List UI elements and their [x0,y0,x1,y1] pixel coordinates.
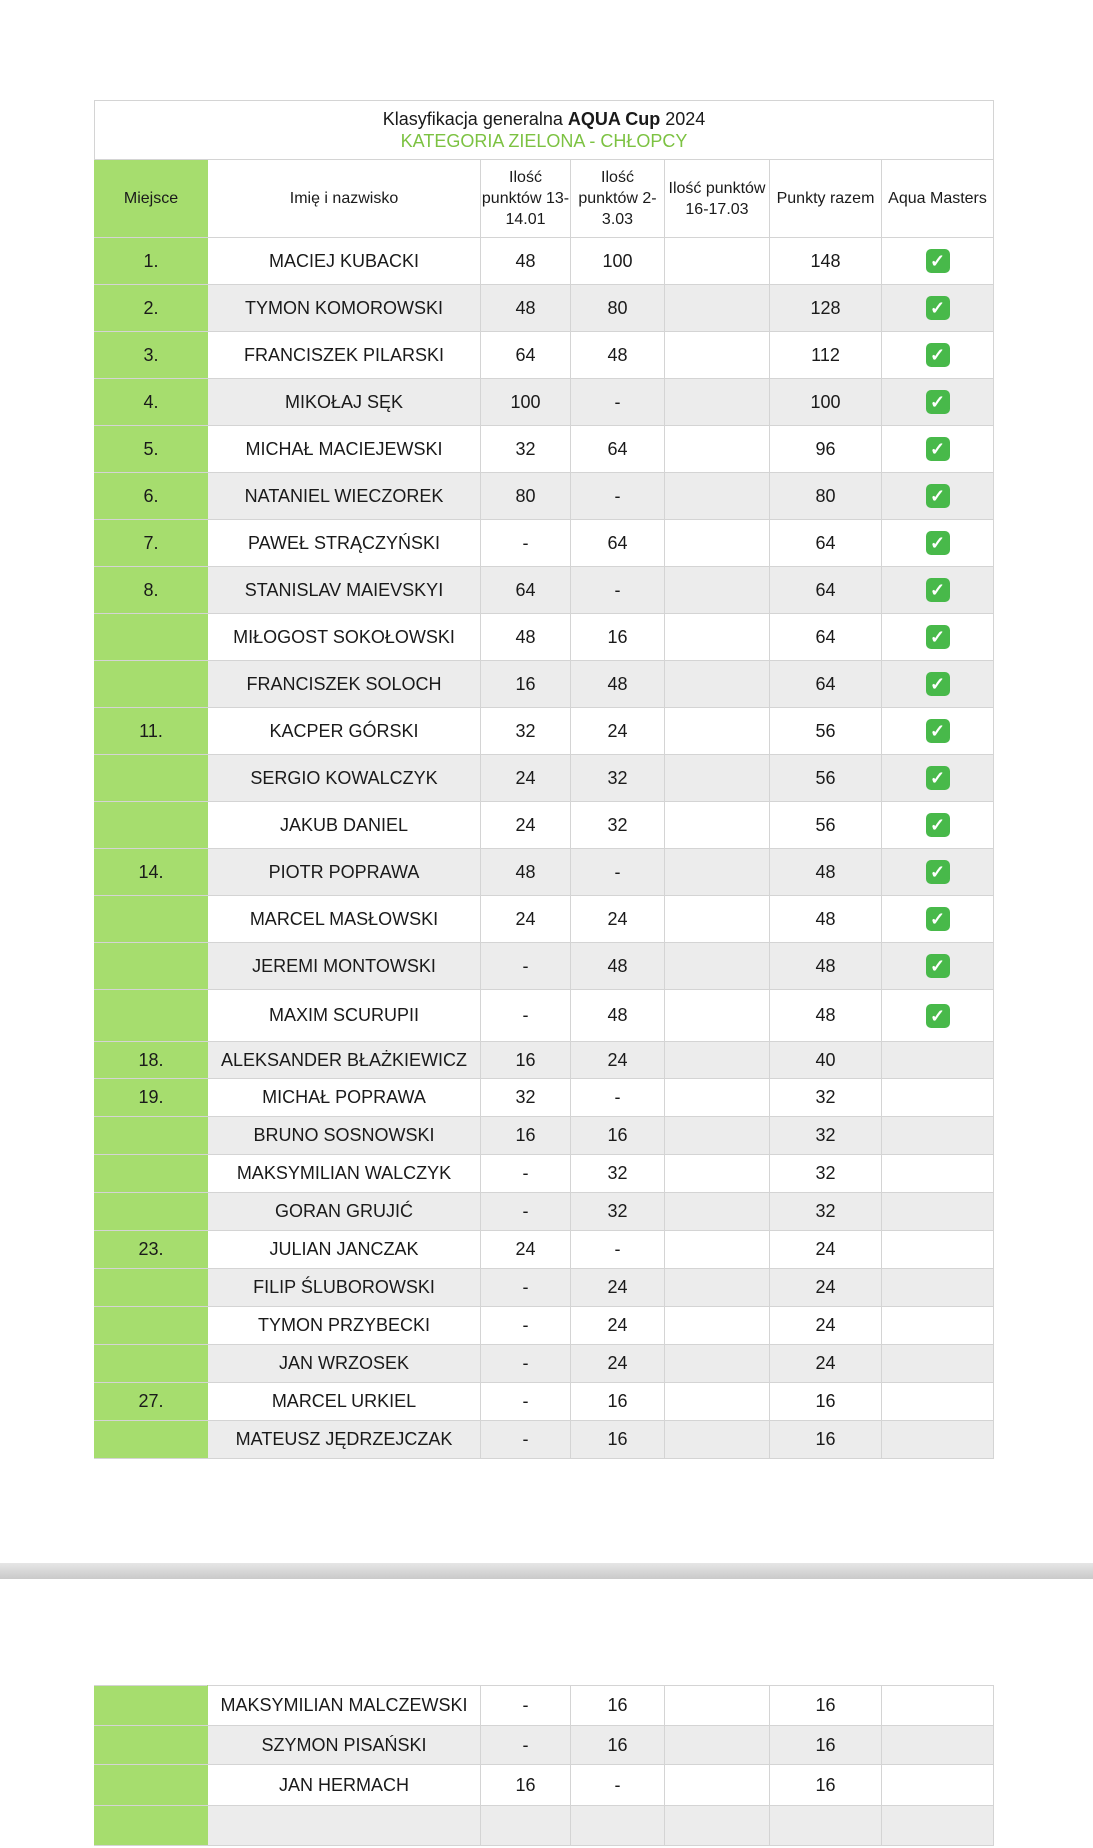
points-1-cell: 48 [481,849,571,896]
table-row [95,1726,994,1765]
name-cell: MICHAŁ POPRAWA [208,1079,481,1117]
points-2-cell: 64 [571,426,665,473]
check-mark-button-icon: ✓ [926,672,950,696]
aqua-masters-cell [882,1307,994,1345]
aqua-masters-cell [882,1765,994,1806]
place-cell [95,990,208,1042]
aqua-masters-cell [882,1269,994,1307]
aqua-masters-cell [882,426,994,473]
aqua-masters-cell [882,1193,994,1231]
name-cell: MAKSYMILIAN MALCZEWSKI [208,1686,481,1726]
points-1-cell: - [481,1307,571,1345]
points-2-cell: 32 [571,1155,665,1193]
points-2-cell: 24 [571,1042,665,1079]
aqua-masters-cell [882,238,994,285]
table-row [95,661,994,708]
place-cell: 19. [95,1079,208,1117]
points-2-cell [571,1806,665,1846]
points-1-cell: 48 [481,285,571,332]
points-3-cell [665,426,770,473]
check-mark-button-icon: ✓ [926,296,950,320]
table-row [95,285,994,332]
total-cell: 148 [770,238,882,285]
total-cell: 48 [770,849,882,896]
check-mark-button-icon: ✓ [926,954,950,978]
total-cell [770,1806,882,1846]
points-3-cell [665,990,770,1042]
aqua-masters-cell [882,896,994,943]
name-cell: JAN HERMACH [208,1765,481,1806]
aqua-masters-cell [882,1117,994,1155]
points-1-cell: - [481,1686,571,1726]
points-2-cell: 100 [571,238,665,285]
points-1-cell [481,1806,571,1846]
check-mark-button-icon: ✓ [926,343,950,367]
points-1-cell: 24 [481,755,571,802]
place-cell [95,1421,208,1459]
place-cell: 3. [95,332,208,379]
points-2-cell: 24 [571,1307,665,1345]
aqua-masters-cell [882,379,994,426]
table-row [95,1231,994,1269]
points-1-cell: - [481,1383,571,1421]
aqua-masters-cell [882,332,994,379]
aqua-masters-cell [882,520,994,567]
points-3-cell [665,473,770,520]
standings-sheet [94,100,993,1459]
aqua-masters-cell [882,1806,994,1846]
points-3-cell [665,896,770,943]
standings-table-continued [94,1685,994,1846]
points-2-cell: 24 [571,1345,665,1383]
check-mark-button-icon: ✓ [926,390,950,414]
points-1-cell: 24 [481,1231,571,1269]
points-1-cell: 24 [481,802,571,849]
total-cell: 48 [770,943,882,990]
aqua-masters-cell [882,1345,994,1383]
points-1-cell: - [481,1269,571,1307]
header-total: Punkty razem [770,160,882,238]
name-cell: STANISLAV MAIEVSKYI [208,567,481,614]
table-row [95,943,994,990]
place-cell: 8. [95,567,208,614]
total-cell: 40 [770,1042,882,1079]
place-cell [95,1193,208,1231]
name-cell: TYMON PRZYBECKI [208,1307,481,1345]
points-1-cell: 32 [481,1079,571,1117]
name-cell: FRANCISZEK SOLOCH [208,661,481,708]
points-1-cell: 16 [481,1765,571,1806]
place-cell [95,1726,208,1765]
check-mark-button-icon: ✓ [926,860,950,884]
check-mark-button-icon: ✓ [926,249,950,273]
points-2-cell: 32 [571,755,665,802]
header-place: Miejsce [95,160,208,238]
total-cell: 16 [770,1686,882,1726]
place-cell: 27. [95,1383,208,1421]
table-row [95,1042,994,1079]
aqua-masters-cell [882,1383,994,1421]
header-row [95,160,994,238]
name-cell: MARCEL MASŁOWSKI [208,896,481,943]
points-1-cell: - [481,520,571,567]
place-cell [95,614,208,661]
points-2-cell: 32 [571,1193,665,1231]
points-3-cell [665,1421,770,1459]
points-2-cell: 32 [571,802,665,849]
total-cell: 32 [770,1155,882,1193]
table-row [95,1765,994,1806]
points-3-cell [665,1765,770,1806]
total-cell: 48 [770,896,882,943]
points-3-cell [665,614,770,661]
total-cell: 56 [770,708,882,755]
aqua-masters-cell [882,755,994,802]
total-cell: 16 [770,1383,882,1421]
table-row [95,1806,994,1846]
points-3-cell [665,1307,770,1345]
aqua-masters-cell [882,1726,994,1765]
table-row [95,1421,994,1459]
name-cell: MARCEL URKIEL [208,1383,481,1421]
total-cell: 64 [770,567,882,614]
points-1-cell: 32 [481,708,571,755]
total-cell: 64 [770,661,882,708]
total-cell: 64 [770,520,882,567]
aqua-masters-cell [882,1421,994,1459]
points-3-cell [665,849,770,896]
points-2-cell: - [571,473,665,520]
points-3-cell [665,567,770,614]
points-2-cell: 80 [571,285,665,332]
name-cell: SERGIO KOWALCZYK [208,755,481,802]
table-row [95,1269,994,1307]
total-cell: 16 [770,1421,882,1459]
name-cell: SZYMON PISAŃSKI [208,1726,481,1765]
points-1-cell: 64 [481,567,571,614]
points-3-cell [665,708,770,755]
aqua-masters-cell [882,708,994,755]
points-1-cell: 24 [481,896,571,943]
name-cell: MICHAŁ MACIEJEWSKI [208,426,481,473]
points-3-cell [665,1345,770,1383]
points-2-cell: 48 [571,943,665,990]
points-3-cell [665,1726,770,1765]
points-3-cell [665,1155,770,1193]
total-cell: 48 [770,990,882,1042]
check-mark-button-icon: ✓ [926,766,950,790]
place-cell [95,1155,208,1193]
total-cell: 24 [770,1345,882,1383]
points-1-cell: 48 [481,614,571,661]
points-3-cell [665,755,770,802]
total-cell: 32 [770,1117,882,1155]
aqua-masters-cell [882,1079,994,1117]
points-1-cell: 32 [481,426,571,473]
total-cell: 128 [770,285,882,332]
place-cell [95,755,208,802]
points-2-cell: - [571,1765,665,1806]
points-2-cell: - [571,849,665,896]
place-cell: 2. [95,285,208,332]
header-points-3: Ilość punktów 16-17.03 [665,160,770,238]
points-1-cell: - [481,1193,571,1231]
total-cell: 112 [770,332,882,379]
table-row [95,567,994,614]
place-cell [95,661,208,708]
aqua-masters-cell [882,567,994,614]
header-points-2: Ilość punktów 2-3.03 [571,160,665,238]
place-cell: 4. [95,379,208,426]
points-3-cell [665,285,770,332]
place-cell: 18. [95,1042,208,1079]
total-cell: 32 [770,1193,882,1231]
points-1-cell: - [481,1726,571,1765]
check-mark-button-icon: ✓ [926,907,950,931]
points-2-cell: 64 [571,520,665,567]
aqua-masters-cell [882,1042,994,1079]
table-row [95,1155,994,1193]
total-cell: 80 [770,473,882,520]
points-2-cell: 16 [571,1117,665,1155]
total-cell: 56 [770,802,882,849]
name-cell: JEREMI MONTOWSKI [208,943,481,990]
points-3-cell [665,1269,770,1307]
place-cell [95,1117,208,1155]
points-2-cell: - [571,379,665,426]
name-cell: BRUNO SOSNOWSKI [208,1117,481,1155]
points-2-cell: 48 [571,990,665,1042]
place-cell [95,1686,208,1726]
points-3-cell [665,1042,770,1079]
total-cell: 64 [770,614,882,661]
title-line [95,108,993,130]
table-row [95,708,994,755]
aqua-masters-cell [882,1686,994,1726]
check-mark-button-icon: ✓ [926,813,950,837]
points-3-cell [665,1117,770,1155]
check-mark-button-icon: ✓ [926,719,950,743]
table-row [95,332,994,379]
table-row [95,1686,994,1726]
points-2-cell: 48 [571,661,665,708]
aqua-masters-cell [882,849,994,896]
points-1-cell: - [481,1155,571,1193]
check-mark-button-icon: ✓ [926,578,950,602]
points-1-cell: 80 [481,473,571,520]
points-2-cell: 16 [571,1421,665,1459]
name-cell: MIŁOGOST SOKOŁOWSKI [208,614,481,661]
check-mark-button-icon: ✓ [926,625,950,649]
total-cell: 100 [770,379,882,426]
table-row [95,755,994,802]
points-2-cell: 16 [571,614,665,661]
place-cell [95,802,208,849]
place-cell: 23. [95,1231,208,1269]
total-cell: 24 [770,1307,882,1345]
name-cell: JULIAN JANCZAK [208,1231,481,1269]
table-row [95,802,994,849]
points-2-cell: 16 [571,1383,665,1421]
points-2-cell: 24 [571,896,665,943]
name-cell: ALEKSANDER BŁAŻKIEWICZ [208,1042,481,1079]
check-mark-button-icon: ✓ [926,1004,950,1028]
aqua-masters-cell [882,614,994,661]
total-cell: 16 [770,1765,882,1806]
name-cell: TYMON KOMOROWSKI [208,285,481,332]
name-cell: JAKUB DANIEL [208,802,481,849]
header-name: Imię i nazwisko [208,160,481,238]
points-1-cell: 48 [481,238,571,285]
place-cell [95,1345,208,1383]
table-row [95,1345,994,1383]
total-cell: 24 [770,1231,882,1269]
table-row [95,1383,994,1421]
table-row [95,1193,994,1231]
points-3-cell [665,332,770,379]
points-1-cell: 64 [481,332,571,379]
points-3-cell [665,802,770,849]
aqua-masters-cell [882,943,994,990]
points-2-cell: 16 [571,1726,665,1765]
check-mark-button-icon: ✓ [926,484,950,508]
check-mark-button-icon: ✓ [926,437,950,461]
title-prefix: Klasyfikacja generalna [382,109,568,129]
table-row [95,849,994,896]
check-mark-button-icon: ✓ [926,531,950,555]
total-cell: 16 [770,1726,882,1765]
place-cell: 6. [95,473,208,520]
standings-sheet-continued [94,1685,993,1846]
category-subtitle: KATEGORIA ZIELONA - CHŁOPCY [400,131,688,151]
name-cell: MATEUSZ JĘDRZEJCZAK [208,1421,481,1459]
aqua-masters-cell [882,473,994,520]
table-row [95,614,994,661]
points-2-cell: 24 [571,1269,665,1307]
points-2-cell: - [571,1079,665,1117]
points-3-cell [665,1383,770,1421]
table-row [95,473,994,520]
table-row [95,990,994,1042]
total-cell: 24 [770,1269,882,1307]
total-cell: 56 [770,755,882,802]
points-1-cell: - [481,1421,571,1459]
points-3-cell [665,238,770,285]
title-bold: AQUA Cup [567,109,661,129]
points-1-cell: 16 [481,1042,571,1079]
aqua-masters-cell [882,1155,994,1193]
name-cell: PAWEŁ STRĄCZYŃSKI [208,520,481,567]
points-3-cell [665,943,770,990]
table-row [95,426,994,473]
header-points-1: Ilość punktów 13-14.01 [481,160,571,238]
place-cell: 14. [95,849,208,896]
points-3-cell [665,379,770,426]
points-2-cell: - [571,567,665,614]
table-row [95,896,994,943]
name-cell: FRANCISZEK PILARSKI [208,332,481,379]
name-cell [208,1806,481,1846]
points-1-cell: 16 [481,661,571,708]
table-row [95,1307,994,1345]
aqua-masters-cell [882,661,994,708]
name-cell: GORAN GRUJIĆ [208,1193,481,1231]
points-3-cell [665,1079,770,1117]
table-title [95,101,994,160]
name-cell: KACPER GÓRSKI [208,708,481,755]
points-3-cell [665,1686,770,1726]
place-cell [95,896,208,943]
place-cell [95,1806,208,1846]
name-cell: MACIEJ KUBACKI [208,238,481,285]
name-cell: NATANIEL WIECZOREK [208,473,481,520]
table-row [95,1079,994,1117]
total-cell: 32 [770,1079,882,1117]
table-row [95,379,994,426]
total-cell: 96 [770,426,882,473]
points-3-cell [665,1806,770,1846]
points-2-cell: 48 [571,332,665,379]
points-2-cell: 16 [571,1686,665,1726]
points-1-cell: 100 [481,379,571,426]
place-cell [95,1765,208,1806]
page-break-divider [0,1563,1093,1579]
standings-table [94,100,994,1459]
title-suffix: 2024 [660,109,706,129]
aqua-masters-cell [882,802,994,849]
name-cell: MIKOŁAJ SĘK [208,379,481,426]
points-1-cell: 16 [481,1117,571,1155]
header-aqua-masters: Aqua Masters [882,160,994,238]
place-cell: 1. [95,238,208,285]
points-1-cell: - [481,943,571,990]
place-cell [95,943,208,990]
points-3-cell [665,661,770,708]
place-cell: 5. [95,426,208,473]
place-cell [95,1307,208,1345]
aqua-masters-cell [882,990,994,1042]
place-cell [95,1269,208,1307]
points-3-cell [665,1231,770,1269]
aqua-masters-cell [882,1231,994,1269]
name-cell: FILIP ŚLUBOROWSKI [208,1269,481,1307]
table-row [95,238,994,285]
place-cell: 7. [95,520,208,567]
points-2-cell: 24 [571,708,665,755]
points-1-cell: - [481,990,571,1042]
place-cell: 11. [95,708,208,755]
points-2-cell: - [571,1231,665,1269]
points-3-cell [665,1193,770,1231]
name-cell: JAN WRZOSEK [208,1345,481,1383]
name-cell: MAXIM SCURUPII [208,990,481,1042]
aqua-masters-cell [882,285,994,332]
name-cell: PIOTR POPRAWA [208,849,481,896]
table-row [95,1117,994,1155]
points-1-cell: - [481,1345,571,1383]
name-cell: MAKSYMILIAN WALCZYK [208,1155,481,1193]
table-row [95,520,994,567]
points-3-cell [665,520,770,567]
